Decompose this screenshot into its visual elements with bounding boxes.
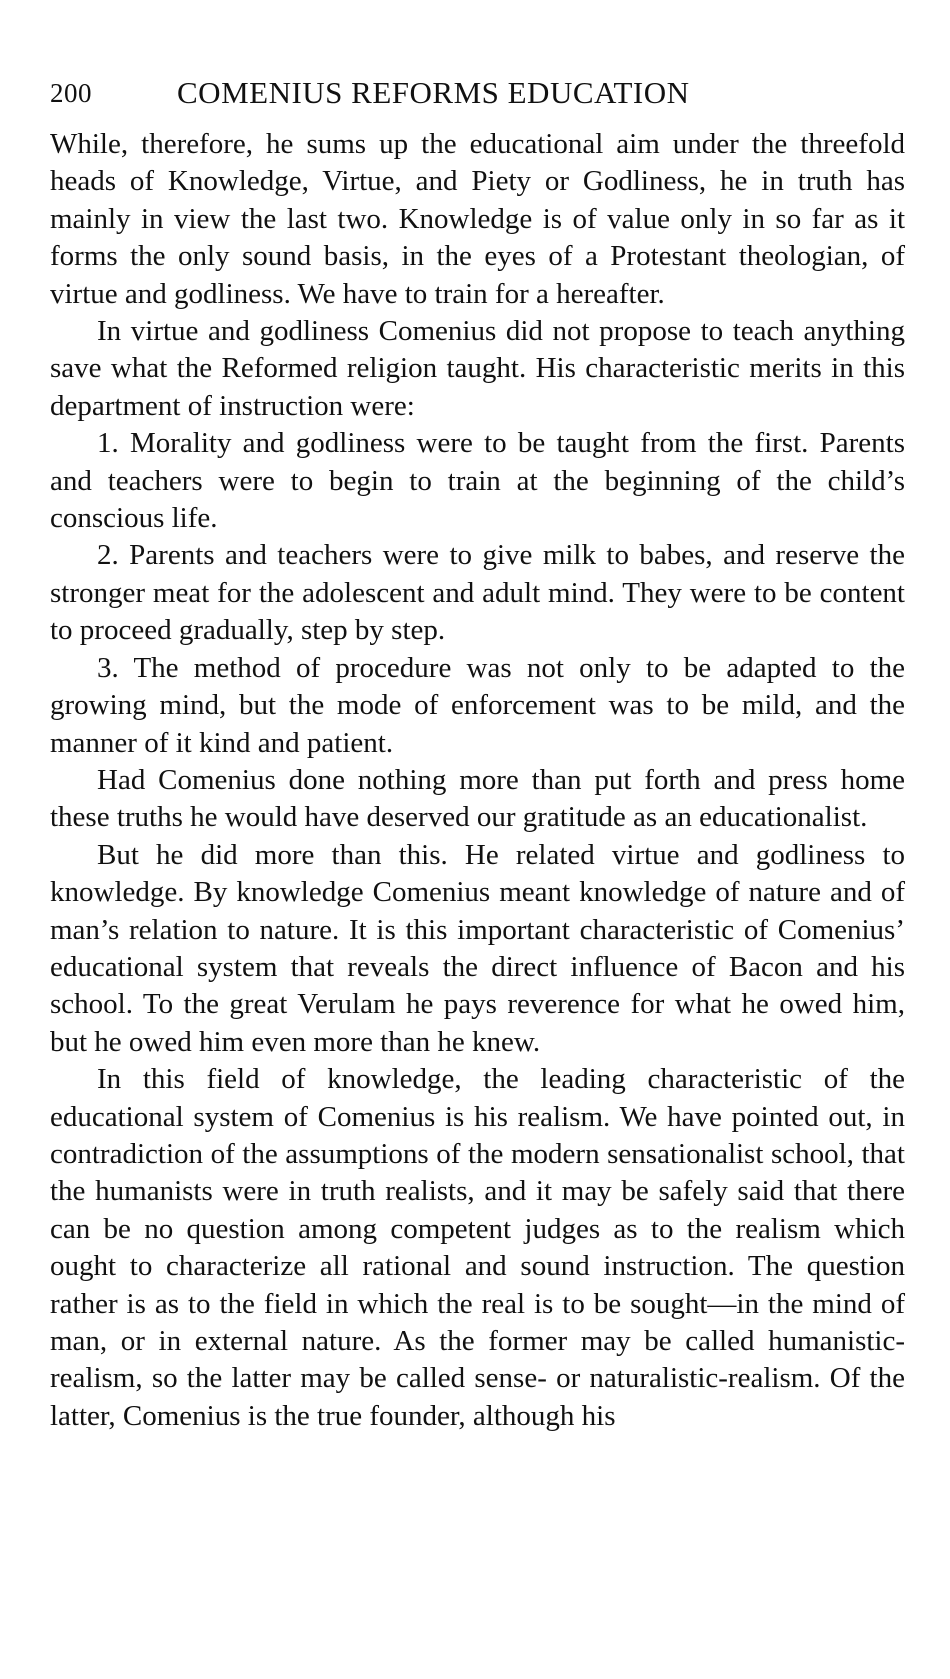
- book-page: [50, 70, 905, 1435]
- list-item: 2. Parents and teachers were to give milk to babes, and reserve the stronger meat for the adolescent and adult mind. They were to be content to proceed gradually, step by step.: [50, 539, 905, 647]
- body-text: [50, 126, 905, 1435]
- paragraph: Had Comenius done nothing more than put forth and press home these truths he would have deserved our gratitude as an educationalist.: [50, 763, 905, 834]
- running-title: COMENIUS REFORMS EDUCATION: [177, 75, 690, 110]
- paragraph: In this field of knowledge, the leading characteristic of the educational system of Comenius is his realism. We have pointed out, in contradiction of the assumptions of the modern sensationalist school, that the humanists were in truth realists, and it may be safely said that there can be no question among competent judges as to the realism which ought to characterize all rational and sound instruction. The question rather is as to the field in which the real is to be sought—in the mind of man, or in external nature. As the former may be called humanistic-realism, so the latter may be called sense- or naturalistic-realism. Of the latter, Comenius is the true founder, although his: [50, 1063, 905, 1432]
- paragraph: But he did more than this. He related virtue and godliness to knowledge. By knowledge Comenius meant knowledge of nature and of man’s relation to nature. It is this important characteristic of Comenius’ educational system that reveals the direct influence of Bacon and his school. To the great Verulam he pays reverence for what he owed him, but he owed him even more than he knew.: [50, 838, 905, 1058]
- list-item: 1. Morality and godliness were to be taught from the first. Parents and teachers were to begin to train at the beginning of the child’s conscious life.: [50, 427, 905, 535]
- page-number: 200: [50, 78, 92, 108]
- running-head: [50, 70, 905, 126]
- paragraph: While, therefore, he sums up the educational aim under the threefold heads of Knowledge, Virtue, and Piety or Godliness, he in truth has mainly in view the last two. Knowledge is of value only in so far as it forms the only sound basis, in the eyes of a Protestant theologian, of virtue and godliness. We have to train for a hereafter.: [50, 128, 905, 310]
- list-item: 3. The method of procedure was not only to be adapted to the growing mind, but the mode of enforcement was to be mild, and the manner of it kind and patient.: [50, 651, 905, 759]
- paragraph: In virtue and godliness Comenius did not propose to teach anything save what the Reformed religion taught. His characteristic merits in this department of instruction were:: [50, 315, 905, 422]
